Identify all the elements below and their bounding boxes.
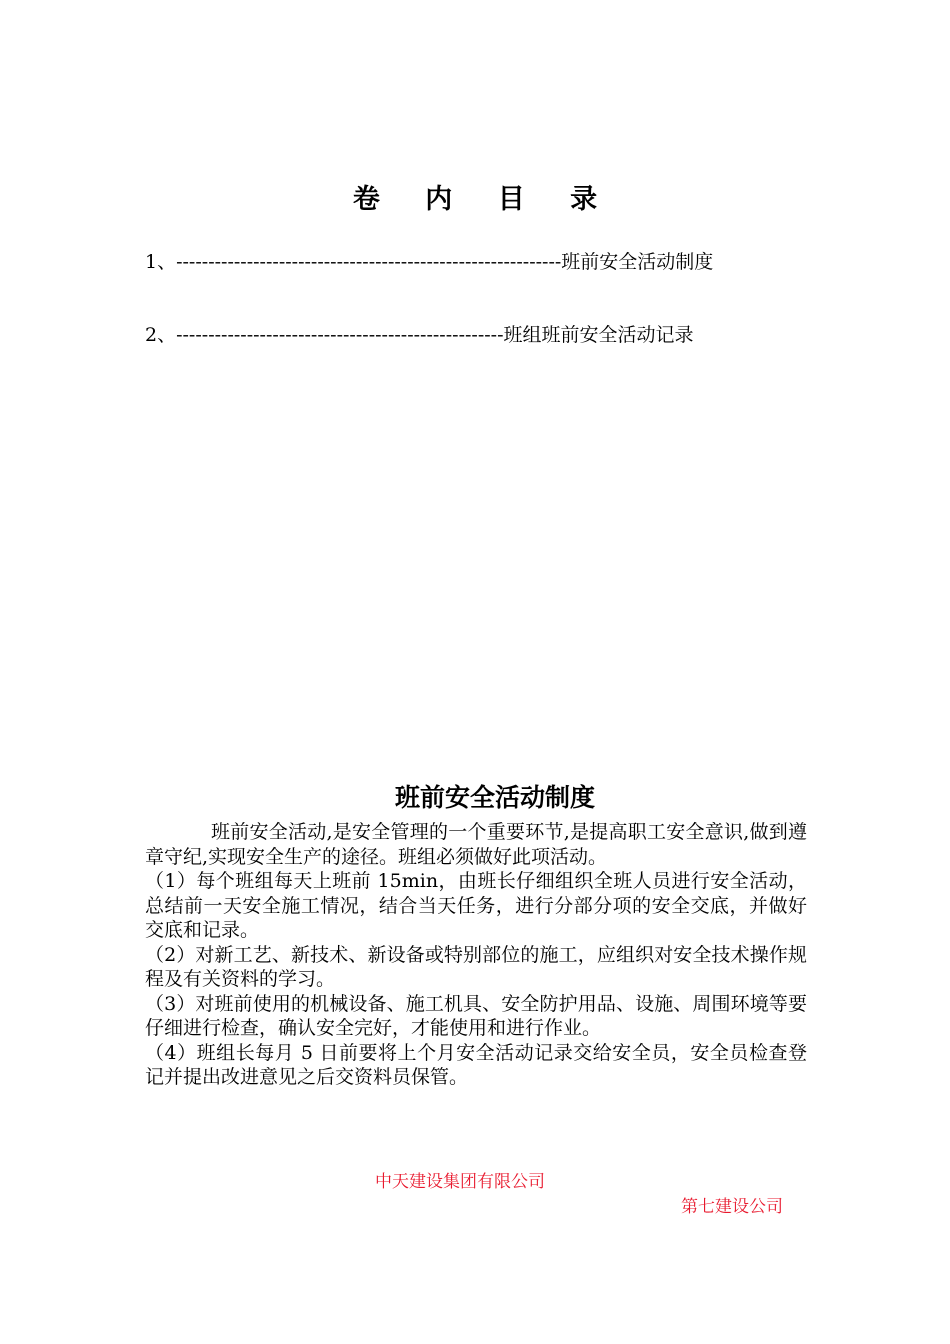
toc-item-number: 1、	[145, 251, 177, 273]
policy-body	[145, 820, 807, 1090]
policy-intro: 班前安全活动,是安全管理的一个重要环节,是提高职工安全意识,做到遵章守纪,实现安全生产的途径。班组必须做好此项活动。	[145, 821, 807, 868]
toc-item[interactable]	[145, 250, 810, 274]
policy-clause: （2）对新工艺、新技术、新设备或特别部位的施工，应组织对安全技术操作规程及有关资料的学习。	[145, 943, 807, 990]
toc-title: 卷 内 目 录	[352, 184, 616, 215]
branch-name: 第七建设公司	[681, 1197, 783, 1217]
policy-title: 班前安全活动制度	[394, 783, 595, 812]
policy-clause: （3）对班前使用的机械设备、施工机具、安全防护用品、设施、周围环境等要仔细进行检查，确认安全完好，才能使用和进行作业。	[145, 992, 807, 1039]
toc-item-leader: ------------------------------------------------------------	[176, 251, 562, 273]
toc-item-label: 班组班前安全活动记录	[503, 324, 694, 346]
company-name: 中天建设集团有限公司	[375, 1172, 545, 1192]
toc-item[interactable]	[145, 323, 810, 347]
policy-clause: （1）每个班组每天上班前 15min，由班长仔细组织全班人员进行安全活动，总结前一天安全施工情况，结合当天任务，进行分部分项的安全交底，并做好交底和记录。	[145, 870, 807, 941]
toc-item-leader: ---------------------------------------------------	[176, 324, 504, 346]
toc-item-number: 2、	[145, 324, 177, 346]
policy-clause: （4）班组长每月 5 日前要将上个月安全活动记录交给安全员，安全员检查登记并提出改进意见之后交资料员保管。	[145, 1041, 807, 1088]
toc-item-label: 班前安全活动制度	[561, 251, 714, 273]
